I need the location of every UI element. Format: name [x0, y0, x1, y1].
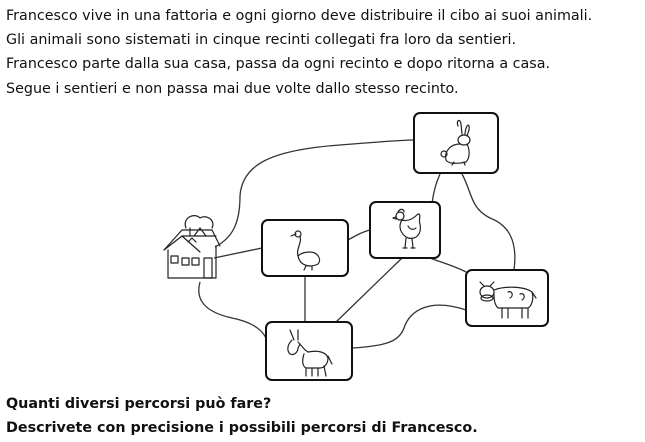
question-2: Descrivete con precisione i possibili percorsi di Francesco.	[6, 420, 478, 437]
pen-goose	[262, 220, 348, 276]
pen-cow	[466, 270, 548, 326]
path-house-goose	[214, 248, 262, 258]
pen-donkey	[266, 322, 352, 380]
intro-line-4: Segue i sentieri e non passa mai due volte dallo stesso recinto.	[6, 80, 459, 97]
path-cow-donkey	[352, 305, 466, 348]
pen-rabbit	[414, 113, 498, 173]
intro-line-2: Gli animali sono sistemati in cinque recinti collegati fra loro da sentieri.	[6, 32, 517, 49]
house-icon	[164, 216, 220, 278]
house	[164, 216, 220, 278]
question-1: Quanti diversi percorsi può fare?	[6, 396, 272, 412]
intro-line-3: Francesco parte dalla sua casa, passa da ogni recinto e dopo ritorna a casa.	[6, 56, 551, 73]
pen-hen	[370, 202, 440, 258]
path-rabbit-hen	[432, 174, 440, 204]
path-rabbit-cow	[462, 174, 515, 270]
path-house-donkey	[199, 282, 266, 338]
intro-line-1: Francesco vive in una fattoria e ogni giorno deve distribuire il cibo ai suoi animali.	[6, 8, 593, 24]
questions	[6, 392, 642, 441]
path-goose-hen	[348, 230, 370, 240]
path-hen-cow	[430, 258, 466, 272]
